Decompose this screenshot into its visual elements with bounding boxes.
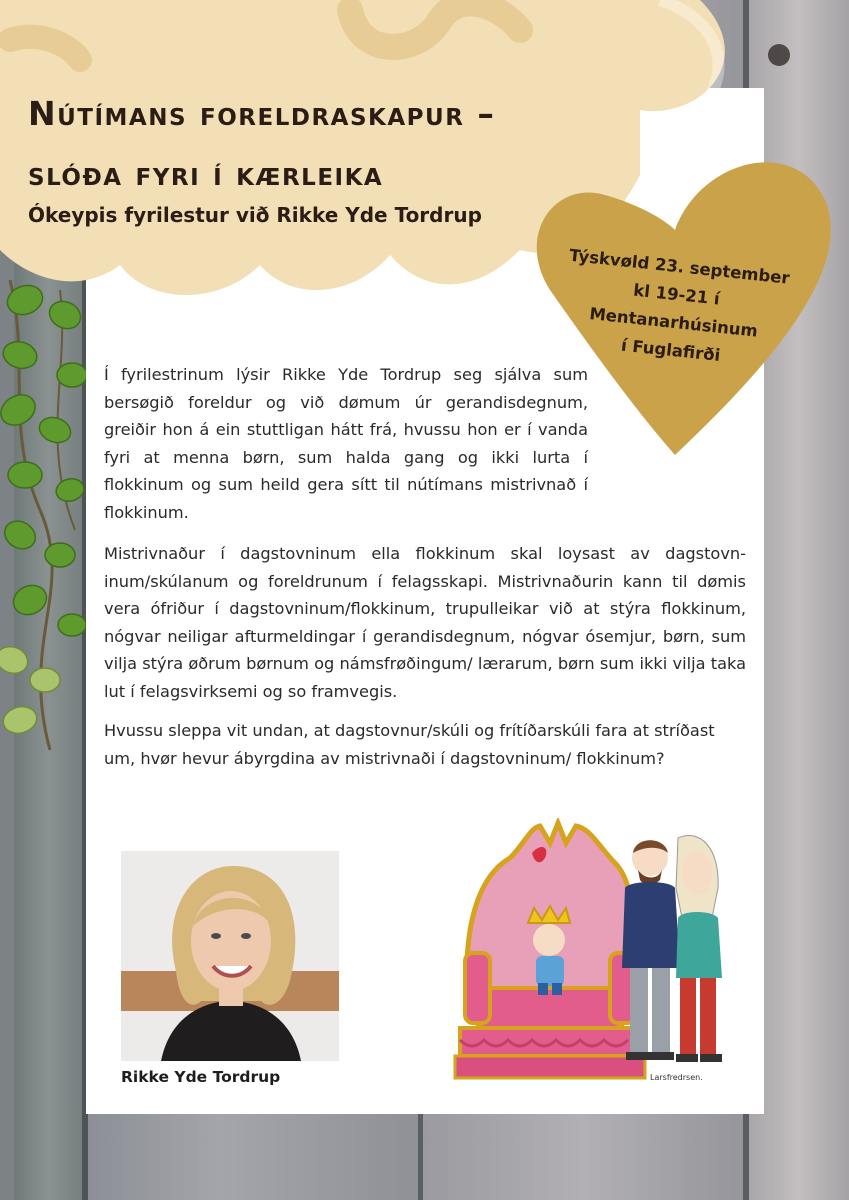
event-town: í Fuglafirði [620,335,722,365]
illustrator-signature: Larsfredrsen. [650,1073,703,1082]
ivy-leaves-decoration [0,280,95,750]
poster-subtitle: Ókeypis fyrilestur við Rikke Yde Tordrup [28,203,482,227]
throne-cartoon-illustration [450,818,730,1096]
speaker-caption: Rikke Yde Tordrup [121,1068,281,1086]
event-venue: Mentanarhúsinum [588,304,759,341]
title-line-1: Nútímans foreldraskapur – [28,94,496,133]
body-paragraph-2: Mistrivnaður í dagstovninum ella flokkinum skal loysast av dagstovn-inum/skúlanum og foreldrunum í felagsskapi. Mistrivnaðurin kann til dømis vera ófriður í dagstovninum/flokkinum, trupulleikar við at stýra flokkinum, nógvar neiligar afturmeldingar í gerandisdegnum, nógvar ósemjur, børn, sum vilja stýra øðrum børnum og námsfrøðingum/ lærarum, børn sum ikki vilja taka lut í felagsvirksemi og so framvegis. [104,544,746,701]
event-date: Týskvøld 23. september [568,245,791,288]
speaker-photo [121,851,339,1061]
body-paragraph-3: Hvussu sleppa vit undan, at dagstovnur/skúli og frítíðarskúli fara at stríðast um, hvør hevur ábyrgdina av mistrivnaði í dagstovninum/ flokkinum? [104,721,715,768]
poster-title [28,84,495,204]
title-line-2: slóða fyri í kærleika [28,154,384,193]
event-time: kl 19-21 í [632,280,721,309]
body-paragraph-1: Í fyrilestrinum lýsir Rikke Yde Tordrup seg sjálva sum bersøgið foreldur og við dømum úr gerandisdegnum, greiðir hon á ein stuttligan hátt frá, hvussu hon er í vanda fyri at menna børn, sum halda gang og ikki lurta í flokkinum og sum heild gera sítt til nútímans mistrivnað í flokkinum. [104,365,588,522]
